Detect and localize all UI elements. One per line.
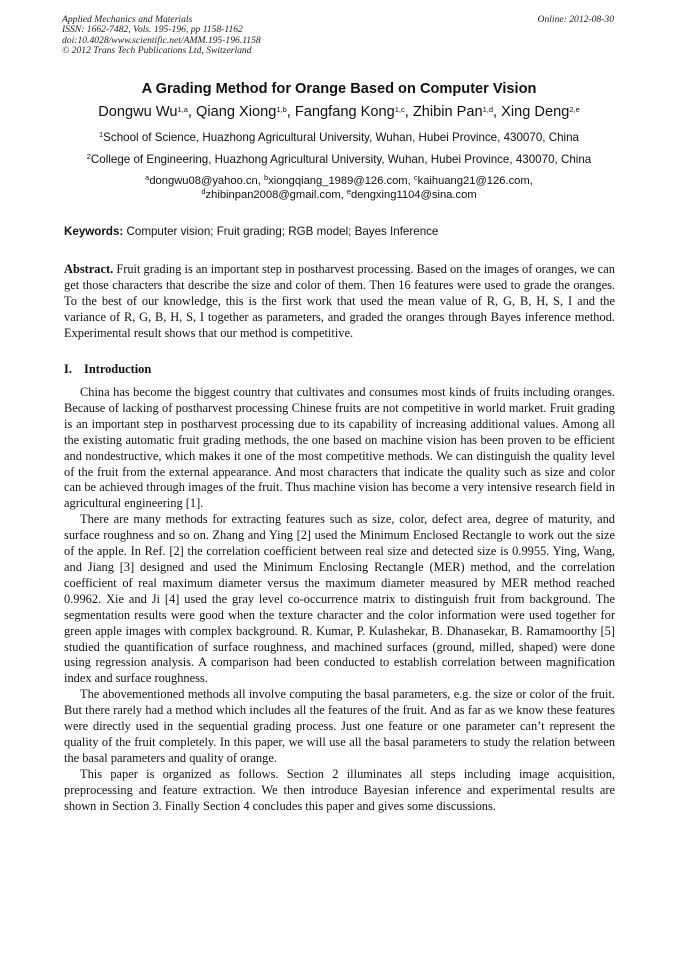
email-address[interactable]: kaihuang21@126.com bbox=[417, 175, 530, 187]
doi-line: doi:10.4028/www.scientific.net/AMM.195-196.1158 bbox=[62, 34, 261, 46]
body-paragraph: The abovementioned methods all involve computing the basal parameters, e.g. the size or color of the fruit. But there rarely had a method which includes all the features of the fruit. And as far as we know these features were directly used in the sequential grading process. Just one feature or one parameter can’t represent the quality of the fruit completely. In this paper, we will use all the basal parameters to study the relation between the basal parameters and quality of orange. bbox=[64, 687, 615, 765]
body-paragraph: China has become the biggest country that cultivates and consumes most kinds of fruits including oranges. Because of lacking of postharvest processing Chinese fruits are not competitive in world market. Fruit grading is an important step in postharvest processing due to its capability of increasing additional values. Among all the existing automatic fruit grading methods, the one based on machine vision has been proven to be efficient and nondestructive, which makes it one of the most competitive methods. We can distinguish the quality level of the fruit from the external appearance. And most characters that indicate the quality such as size and color can be achieved through images of the fruit. Thus machine vision has become a very intensive research field in agricultural engineering [1]. bbox=[64, 385, 615, 511]
email-address[interactable]: zhibinpan2008@gmail.com bbox=[205, 188, 341, 201]
email-address[interactable]: dongwu08@yahoo.cn bbox=[149, 175, 258, 187]
abstract bbox=[64, 262, 615, 342]
author-affil-mark: 1,b bbox=[276, 105, 287, 114]
email-block bbox=[0, 175, 678, 202]
online-date: Online: 2012-08-30 bbox=[537, 14, 614, 25]
author-name: Xing Deng bbox=[501, 104, 570, 120]
author-name: Dongwu Wu bbox=[98, 104, 178, 120]
email-mark: b bbox=[263, 173, 269, 182]
issn-line: ISSN: 1662-7482, Vols. 195-196, pp 1158-1162 bbox=[62, 24, 243, 36]
email-address[interactable]: dengxing1104@sina.com bbox=[351, 188, 477, 201]
author-separator: , bbox=[187, 104, 197, 120]
affiliation-1 bbox=[0, 131, 678, 145]
email-separator: , bbox=[340, 188, 347, 201]
email-line bbox=[0, 175, 678, 189]
section-heading bbox=[64, 361, 151, 377]
keywords-text: Computer vision; Fruit grading; RGB model; Bayes Inference bbox=[123, 225, 439, 238]
author-name: Fangfang Kong bbox=[294, 104, 395, 120]
author-name: Qiang Xiong bbox=[196, 104, 277, 120]
email-mark: e bbox=[346, 186, 352, 196]
keywords bbox=[64, 225, 624, 239]
body-paragraph: This paper is organized as follows. Section 2 illuminates all steps including image acquisition, preprocessing and feature extraction. We then introduce Bayesian inference and experimental results are shown in Section 3. Finally Section 4 concludes this paper and gives some discussions. bbox=[64, 766, 615, 813]
email-separator: , bbox=[257, 175, 264, 187]
email-mark: a bbox=[145, 173, 150, 182]
abstract-text: Fruit grading is an important step in postharvest processing. Based on the images of oranges, we can get those characters that describe the size and color of them. Then 16 features were used to grade the oranges. To the best of our knowledge, this is the first work that used the mean value of R, G, B, H, S, I and the variance of R, G, B, H, S, I together as parameters, and graded the oranges through Bayes inference method. Experimental result shows that our method is competitive. bbox=[64, 262, 615, 340]
affiliation-2 bbox=[0, 153, 678, 167]
email-line bbox=[0, 186, 678, 203]
affiliation-text: College of Engineering, Huazhong Agricultural University, Wuhan, Hubei Province, 430070, China bbox=[90, 153, 592, 166]
affiliation-mark: 2 bbox=[86, 152, 91, 161]
section-title: Introduction bbox=[84, 362, 152, 376]
email-address[interactable]: xiongqiang_1989@126.com bbox=[268, 175, 408, 187]
author-affil-mark: 1,a bbox=[177, 105, 188, 114]
email-separator: , bbox=[407, 175, 414, 187]
author-separator: , bbox=[404, 104, 413, 120]
journal-name: Applied Mechanics and Materials bbox=[62, 14, 193, 25]
keywords-label: Keywords: bbox=[64, 225, 124, 238]
journal-header bbox=[62, 15, 261, 57]
affiliation-mark: 1 bbox=[99, 130, 104, 139]
abstract-paragraph bbox=[64, 262, 615, 342]
author-affil-mark: 1,c bbox=[394, 105, 405, 114]
email-mark: d bbox=[201, 186, 206, 196]
affiliation-text: School of Science, Huazhong Agricultural University, Wuhan, Hubei Province, 430070, China bbox=[103, 131, 579, 144]
author-list bbox=[0, 103, 678, 121]
author-separator: , bbox=[286, 104, 295, 120]
email-mark: c bbox=[413, 173, 418, 182]
copyright-line: © 2012 Trans Tech Publications Ltd, Switzerland bbox=[62, 45, 252, 57]
author-affil-mark: 1,d bbox=[482, 105, 494, 114]
abstract-label: Abstract. bbox=[64, 262, 114, 276]
author-separator: , bbox=[493, 104, 502, 120]
introduction-body bbox=[64, 385, 615, 814]
author-name: Zhibin Pan bbox=[412, 104, 483, 120]
body-paragraph: There are many methods for extracting features such as size, color, defect area, degree of maturity, and surface roughness and so on. Zhang and Ying [2] used the Minimum Enclosed Rectangle to work out the size of the apple. In Ref. [2] the correlation coefficient between real size and detected size is 0.9955. Ying, Wang, and Jiang [3] designed and used the Minimum Enclosing Rectangle (MER) method, and the correlation coefficient of real maximum diameter versus the maximum diameter measured by MER method reached 0.9962. Xie and Ji [4] used the gray level co-occurrence matrix to distinguish fruit from background. The segmentation results were good when the texture character and the color information were used together for green apple images with complex background. R. Kumar, P. Kulashekar, B. Dhanasekar, B. Ramamoorthy [5] studied the quantification of surface roughness, and machined surfaces (ground, milled, shaped) were done using regression analysis. A comparison had been conducted to establish correlation between magnification index and surface roughness. bbox=[64, 512, 615, 686]
section-number: I. bbox=[64, 362, 72, 376]
paper-title: A Grading Method for Orange Based on Computer Vision bbox=[141, 81, 537, 97]
author-affil-mark: 2,e bbox=[569, 105, 580, 114]
email-separator: , bbox=[529, 175, 533, 187]
